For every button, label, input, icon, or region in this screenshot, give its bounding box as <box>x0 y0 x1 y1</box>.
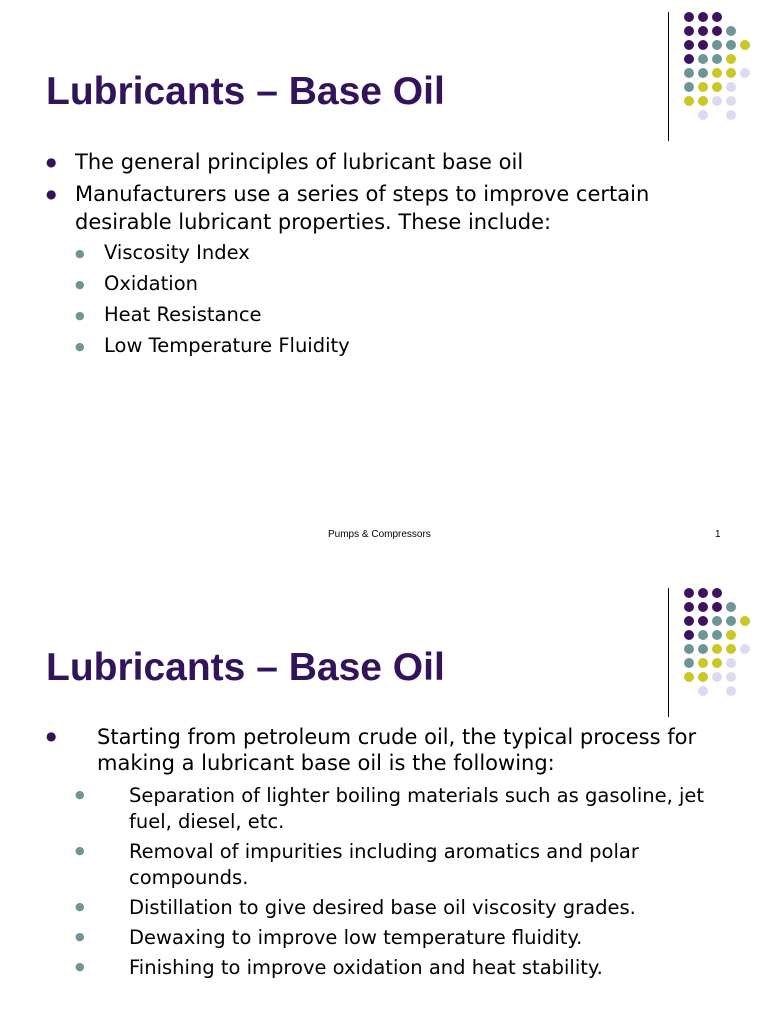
decorative-dot <box>712 644 722 654</box>
sub-bullet-text: Heat Resistance <box>104 303 262 326</box>
bullet-item <box>46 724 726 776</box>
decorative-dot <box>684 96 694 106</box>
decorative-dot <box>712 672 722 682</box>
decorative-dot <box>740 644 750 654</box>
sub-bullet-item <box>46 839 726 891</box>
decorative-dot <box>698 54 708 64</box>
decorative-dot <box>684 40 694 50</box>
decorative-dot <box>698 686 708 696</box>
decorative-dot <box>684 12 694 22</box>
decorative-dot <box>726 658 736 668</box>
decorative-dot <box>698 658 708 668</box>
decorative-dot-grid <box>684 588 754 700</box>
bullet-icon: ● <box>46 187 57 201</box>
decorative-dot <box>684 616 694 626</box>
sub-bullet-item <box>46 783 726 835</box>
decorative-dot <box>712 26 722 36</box>
decorative-dot <box>712 96 722 106</box>
decorative-dot <box>684 588 694 598</box>
sub-bullet-item <box>46 302 726 328</box>
header-divider-line <box>668 588 669 717</box>
page-number: 1 <box>715 529 721 540</box>
decorative-dot <box>698 672 708 682</box>
decorative-dot <box>712 40 722 50</box>
decorative-dot <box>712 12 722 22</box>
bullet-list <box>46 148 726 364</box>
decorative-dot <box>684 630 694 640</box>
decorative-dot <box>712 602 722 612</box>
decorative-dot <box>726 40 736 50</box>
decorative-dot <box>698 40 708 50</box>
sub-bullet-item <box>46 240 726 266</box>
decorative-dot <box>726 616 736 626</box>
sub-bullet-icon: ● <box>75 844 85 857</box>
decorative-dot <box>726 26 736 36</box>
bullet-icon: ● <box>46 155 57 169</box>
sub-bullet-text: Viscosity Index <box>104 241 250 264</box>
decorative-dot-grid <box>684 12 754 124</box>
sub-bullet-icon: ● <box>75 309 85 322</box>
decorative-dot <box>698 630 708 640</box>
decorative-dot <box>684 658 694 668</box>
sub-bullet-text: Finishing to improve oxidation and heat stability. <box>129 956 603 979</box>
decorative-dot <box>698 644 708 654</box>
decorative-dot <box>726 110 736 120</box>
decorative-dot <box>726 602 736 612</box>
decorative-dot <box>698 82 708 92</box>
bullet-item <box>46 180 726 236</box>
decorative-dot <box>726 54 736 64</box>
sub-bullet-text: Low Temperature Fluidity <box>104 334 350 357</box>
decorative-dot <box>698 68 708 78</box>
bullet-icon: ● <box>46 729 57 743</box>
decorative-dot <box>740 40 750 50</box>
bullet-text: Starting from petroleum crude oil, the typical process for making a lubricant base oil is the following: <box>97 725 697 775</box>
decorative-dot <box>698 26 708 36</box>
bullet-text: Manufacturers use a series of steps to improve certain desirable lubricant properties. These include: <box>75 182 650 234</box>
sub-bullet-icon: ● <box>75 278 85 291</box>
decorative-dot <box>740 616 750 626</box>
sub-bullet-text: Separation of lighter boiling materials such as gasoline, jet fuel, diesel, etc. <box>129 784 705 833</box>
decorative-dot <box>740 68 750 78</box>
decorative-dot <box>712 630 722 640</box>
decorative-dot <box>698 110 708 120</box>
decorative-dot <box>726 672 736 682</box>
decorative-dot <box>712 54 722 64</box>
decorative-dot <box>726 68 736 78</box>
decorative-dot <box>684 82 694 92</box>
decorative-dot <box>698 588 708 598</box>
decorative-dot <box>726 686 736 696</box>
sub-bullet-icon: ● <box>75 340 85 353</box>
slide-title: Lubricants – Base Oil <box>46 70 445 113</box>
decorative-dot <box>698 96 708 106</box>
decorative-dot <box>712 588 722 598</box>
sub-bullet-item <box>46 271 726 297</box>
bullet-item <box>46 148 726 176</box>
decorative-dot <box>726 96 736 106</box>
decorative-dot <box>698 602 708 612</box>
sub-bullet-icon: ● <box>75 247 85 260</box>
decorative-dot <box>684 54 694 64</box>
decorative-dot <box>684 602 694 612</box>
sub-bullet-item <box>46 333 726 359</box>
decorative-dot <box>712 68 722 78</box>
sub-bullet-icon: ● <box>75 960 85 973</box>
decorative-dot <box>684 26 694 36</box>
sub-bullet-item <box>46 925 726 951</box>
sub-bullet-item <box>46 955 726 981</box>
sub-bullet-text: Dewaxing to improve low temperature fluidity. <box>129 926 583 949</box>
bullet-list <box>46 724 726 985</box>
sub-bullet-icon: ● <box>75 930 85 943</box>
decorative-dot <box>712 82 722 92</box>
sub-bullet-text: Removal of impurities including aromatics and polar compounds. <box>129 840 639 889</box>
decorative-dot <box>684 672 694 682</box>
decorative-dot <box>726 82 736 92</box>
slide-2 <box>0 576 768 1024</box>
header-divider-line <box>668 12 669 141</box>
decorative-dot <box>684 644 694 654</box>
sub-bullet-icon: ● <box>75 788 85 801</box>
sub-bullet-icon: ● <box>75 900 85 913</box>
decorative-dot <box>726 644 736 654</box>
bullet-text: The general principles of lubricant base oil <box>75 150 524 174</box>
slide-title: Lubricants – Base Oil <box>46 646 445 689</box>
sub-bullet-text: Oxidation <box>104 272 198 295</box>
sub-bullet-item <box>46 895 726 921</box>
footer-text: Pumps & Compressors <box>328 529 431 540</box>
decorative-dot <box>726 630 736 640</box>
decorative-dot <box>684 68 694 78</box>
decorative-dot <box>698 12 708 22</box>
sub-bullet-text: Distillation to give desired base oil viscosity grades. <box>129 896 636 919</box>
decorative-dot <box>712 616 722 626</box>
decorative-dot <box>712 658 722 668</box>
decorative-dot <box>698 616 708 626</box>
